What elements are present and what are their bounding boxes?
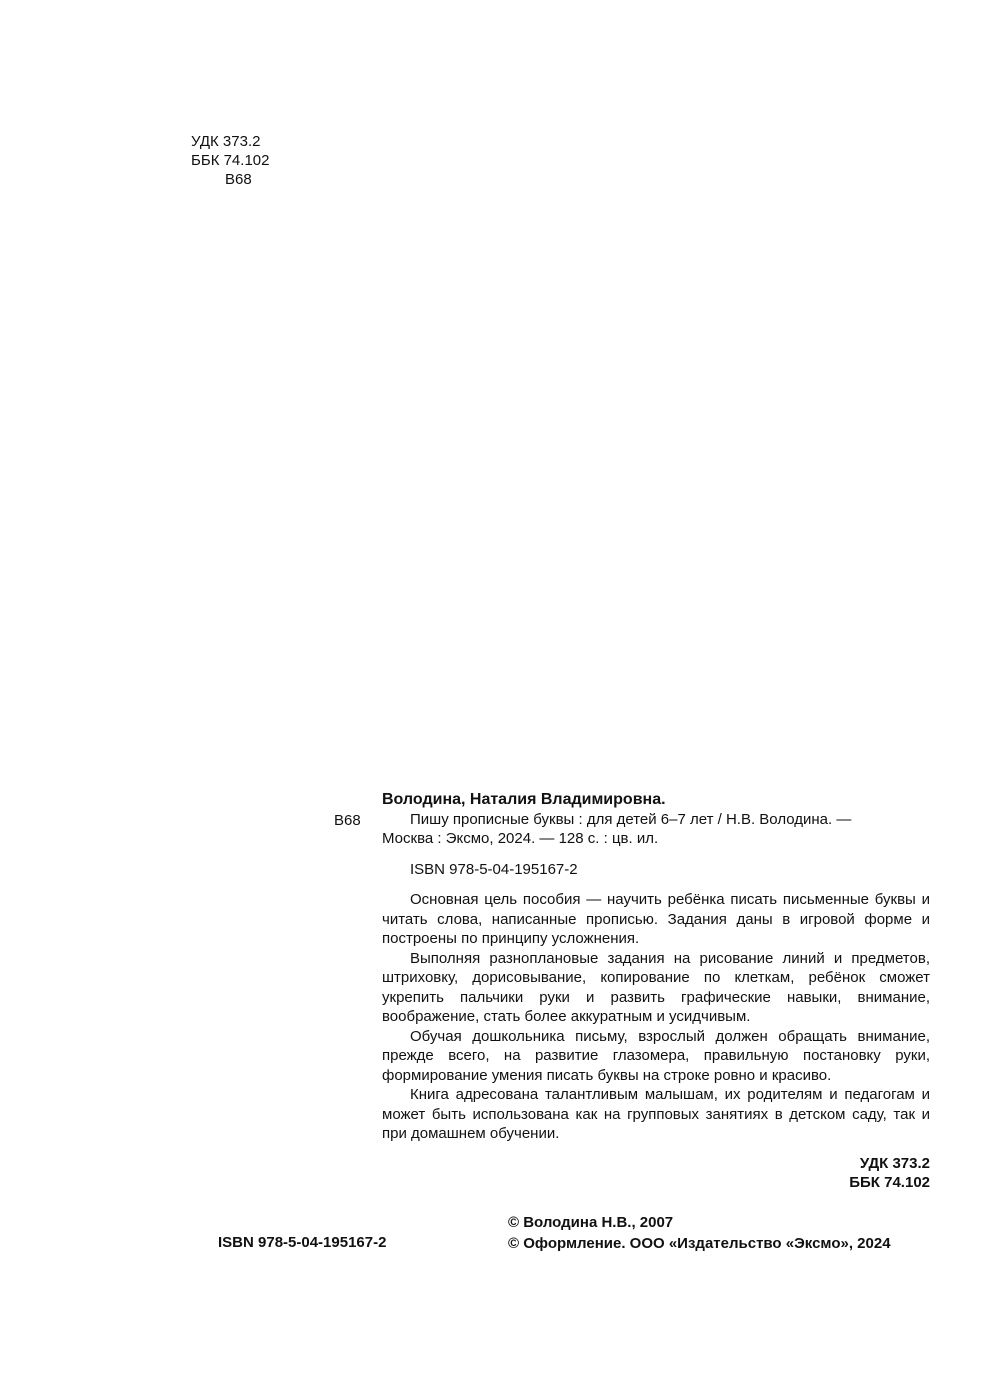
footer-isbn: ISBN 978-5-04-195167-2 xyxy=(218,1234,387,1251)
copyright-author: © Володина Н.В., 2007 xyxy=(508,1214,674,1231)
udk-code: УДК 373.2 xyxy=(859,1154,930,1172)
classification-codes xyxy=(382,1154,930,1192)
author-heading: Володина, Наталия Владимировна. xyxy=(382,791,666,808)
abstract-paragraph: Обучая дошкольника письму, взрослый должен обращать внимание, прежде всего, на развитие глазомера, правильную постановку руки, формирование умения писать буквы на строке ровно и красиво. xyxy=(382,1027,930,1084)
record-author-mark: В68 xyxy=(334,812,361,829)
top-author-mark: В68 xyxy=(225,171,252,188)
abstract-paragraph: Основная цель пособия — научить ребёнка писать письменные буквы и читать слова, написанные прописью. Задания даны в игровой форме и построены по принципу усложнения. xyxy=(382,891,930,947)
abstract-paragraph: Выполняя разноплановые задания на рисование линий и предметов, штриховку, дорисовывание, копирование по клеткам, ребёнок сможет укрепить пальчики руки и развить графические навыки, внимание, воображение, стать более аккуратным и усидчивым. xyxy=(382,949,930,1025)
record-isbn: ISBN 978-5-04-195167-2 xyxy=(410,860,578,878)
top-udk-code: УДК 373.2 xyxy=(191,133,261,150)
top-bbk-code: ББК 74.102 xyxy=(191,152,270,169)
copyright-block xyxy=(508,1212,891,1254)
abstract-paragraph: Книга адресована талантливым малышам, их родителям и педагогам и может быть использована как на групповых занятиях в детском саду, так и при домашнем обучении. xyxy=(382,1086,930,1142)
title-statement-line2: Москва : Эксмо, 2024. — 128 с. : цв. ил. xyxy=(382,830,659,847)
title-statement-line1: Пишу прописные буквы : для детей 6–7 лет / Н.В. Володина. — xyxy=(410,810,852,828)
bbk-code: ББК 74.102 xyxy=(849,1173,930,1191)
abstract xyxy=(382,890,930,1144)
bibliographic-record xyxy=(382,790,930,1192)
copyright-design: © Оформление. ООО «Издательство «Эксмо», 2024 xyxy=(508,1235,891,1252)
top-classification-block xyxy=(191,132,269,189)
